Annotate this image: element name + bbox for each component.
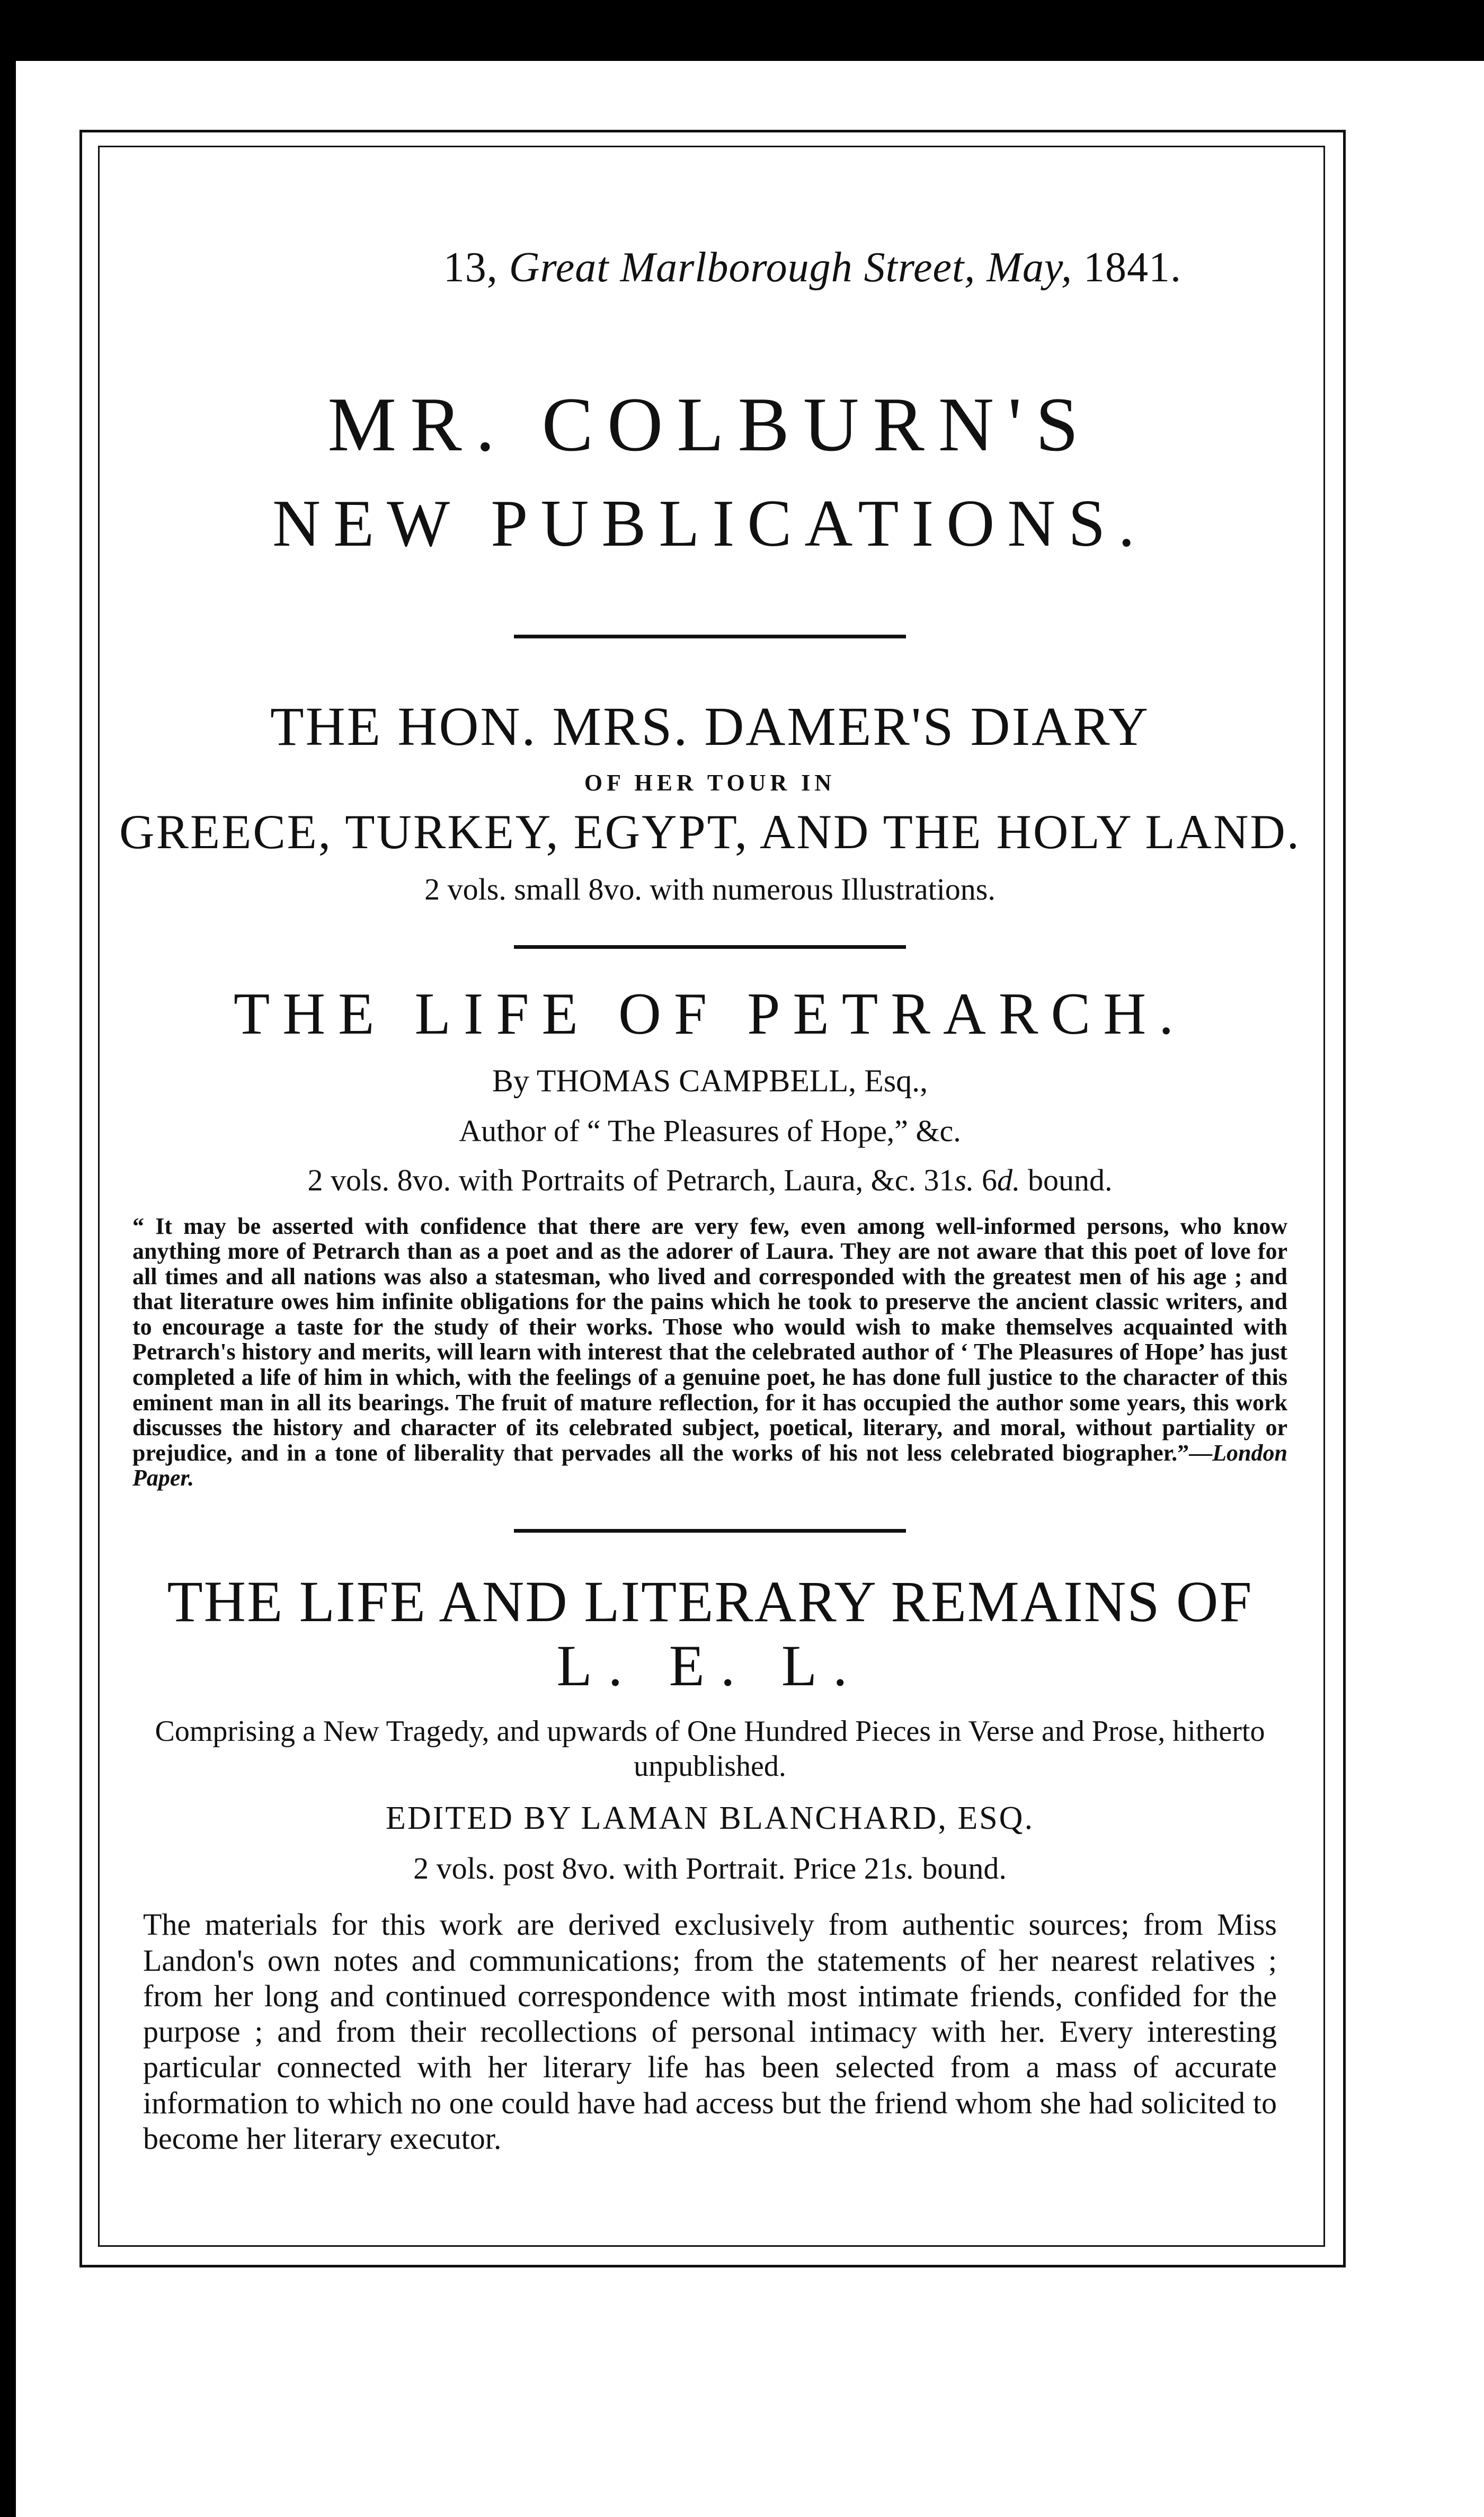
edition-shillings: s. [894, 1851, 914, 1885]
book-life-of-petrarch [111, 982, 1309, 1491]
edition-text: 2 vols. post 8vo. with Portrait. Price 21 [413, 1851, 895, 1885]
publisher-title: MR. COLBURN'S [327, 381, 1092, 467]
section-divider [514, 945, 906, 949]
book-title: THE HON. MRS. DAMER'S DIARY [270, 696, 1150, 758]
book-edition [111, 1850, 1309, 1887]
quote-source: London Paper. [132, 1439, 1287, 1491]
address-number: 13, [443, 244, 498, 291]
edition-text: 2 vols. 8vo. with Portraits of Petrarch, Laura, &c. 31 [307, 1163, 955, 1198]
edition-shillings: s. [954, 1163, 974, 1198]
scan-edge [0, 79, 13, 2517]
book-title-initials: L. E. L. [556, 1633, 864, 1698]
book-edition: 2 vols. small 8vo. with numerous Illustrations. [424, 871, 996, 906]
book-destinations: GREECE, TURKEY, EGYPT, AND THE HOLY LAND. [119, 804, 1301, 859]
edition-number: 6 [974, 1163, 998, 1198]
address-year: 1841. [1083, 244, 1181, 291]
book-damer-diary [111, 697, 1309, 908]
quote-text: “ It may be asserted with confidence that there are very few, even among well-informed persons, who know anything more of Petrarch than as a poet and as the adorer of Laura. They are not aware that this poet of love for all times and all nations was also a statesman, who lived and corresponded with the greatest men of his age ; and that literature owes him infinite obligations for the pains which he took to preserve the ancient classic writers, and to encourage a taste for the study of their works. Those who would wish to make themselves acquainted with Petrarch's history and merits, will learn with interest that the celebrated author of ‘ The Pleasures of Hope’ has just completed a life of him in which, with the feelings of a genuine poet, he has done full justice to the character of this eminent man in all its bearings. The fruit of mature reflection, for it has occupied the author some years, this work discusses the history and character of its celebrated subject, poetical, literary, and moral, without partiality or prejudice, and in a tone of liberality that pervades all the works of his not less celebrated biographer.”— [132, 1213, 1287, 1466]
book-lel-remains [111, 1570, 1309, 2157]
book-title: THE LIFE AND LITERARY REMAINS OF [167, 1569, 1253, 1634]
edition-bound: bound. [914, 1851, 1007, 1885]
book-edition [111, 1162, 1309, 1199]
edition-pence: d. [997, 1163, 1020, 1198]
book-subtitle: OF HER TOUR IN [584, 769, 836, 796]
address-street: Great Marlborough Street, May, [509, 244, 1072, 291]
section-divider [514, 1529, 906, 1533]
book-editor: EDITED BY LAMAN BLANCHARD, ESQ. [386, 1800, 1034, 1836]
book-paragraph: The materials for this work are derived exclusively from authentic sources; from Miss Landon's own notes and communications; from the statements of her nearest relatives ; from her long and continued correspondence with most intimate friends, confided for the purpose ; and from their recollections of personal intimacy with her. Every interesting particular connected with her literary life has been selected from a mass of accurate information to which no one could have had access but the friend whom she had solicited to become her literary executor. [143, 1907, 1277, 2156]
book-author: By THOMAS CAMPBELL, Esq., [492, 1063, 928, 1098]
review-quote [132, 1214, 1287, 1491]
publications-title: NEW PUBLICATIONS. [272, 486, 1148, 561]
edition-bound: bound. [1020, 1163, 1113, 1198]
dateline [111, 244, 1309, 292]
book-description: Comprising a New Tragedy, and upwards of One Hundred Pieces in Verse and Prose, hitherto unpublished. [155, 1714, 1265, 1783]
advertisement-content [111, 159, 1309, 2156]
book-author-credits: Author of “ The Pleasures of Hope,” &c. [459, 1113, 961, 1148]
book-title: THE LIFE OF PETRARCH. [233, 981, 1187, 1047]
section-divider [514, 635, 906, 638]
